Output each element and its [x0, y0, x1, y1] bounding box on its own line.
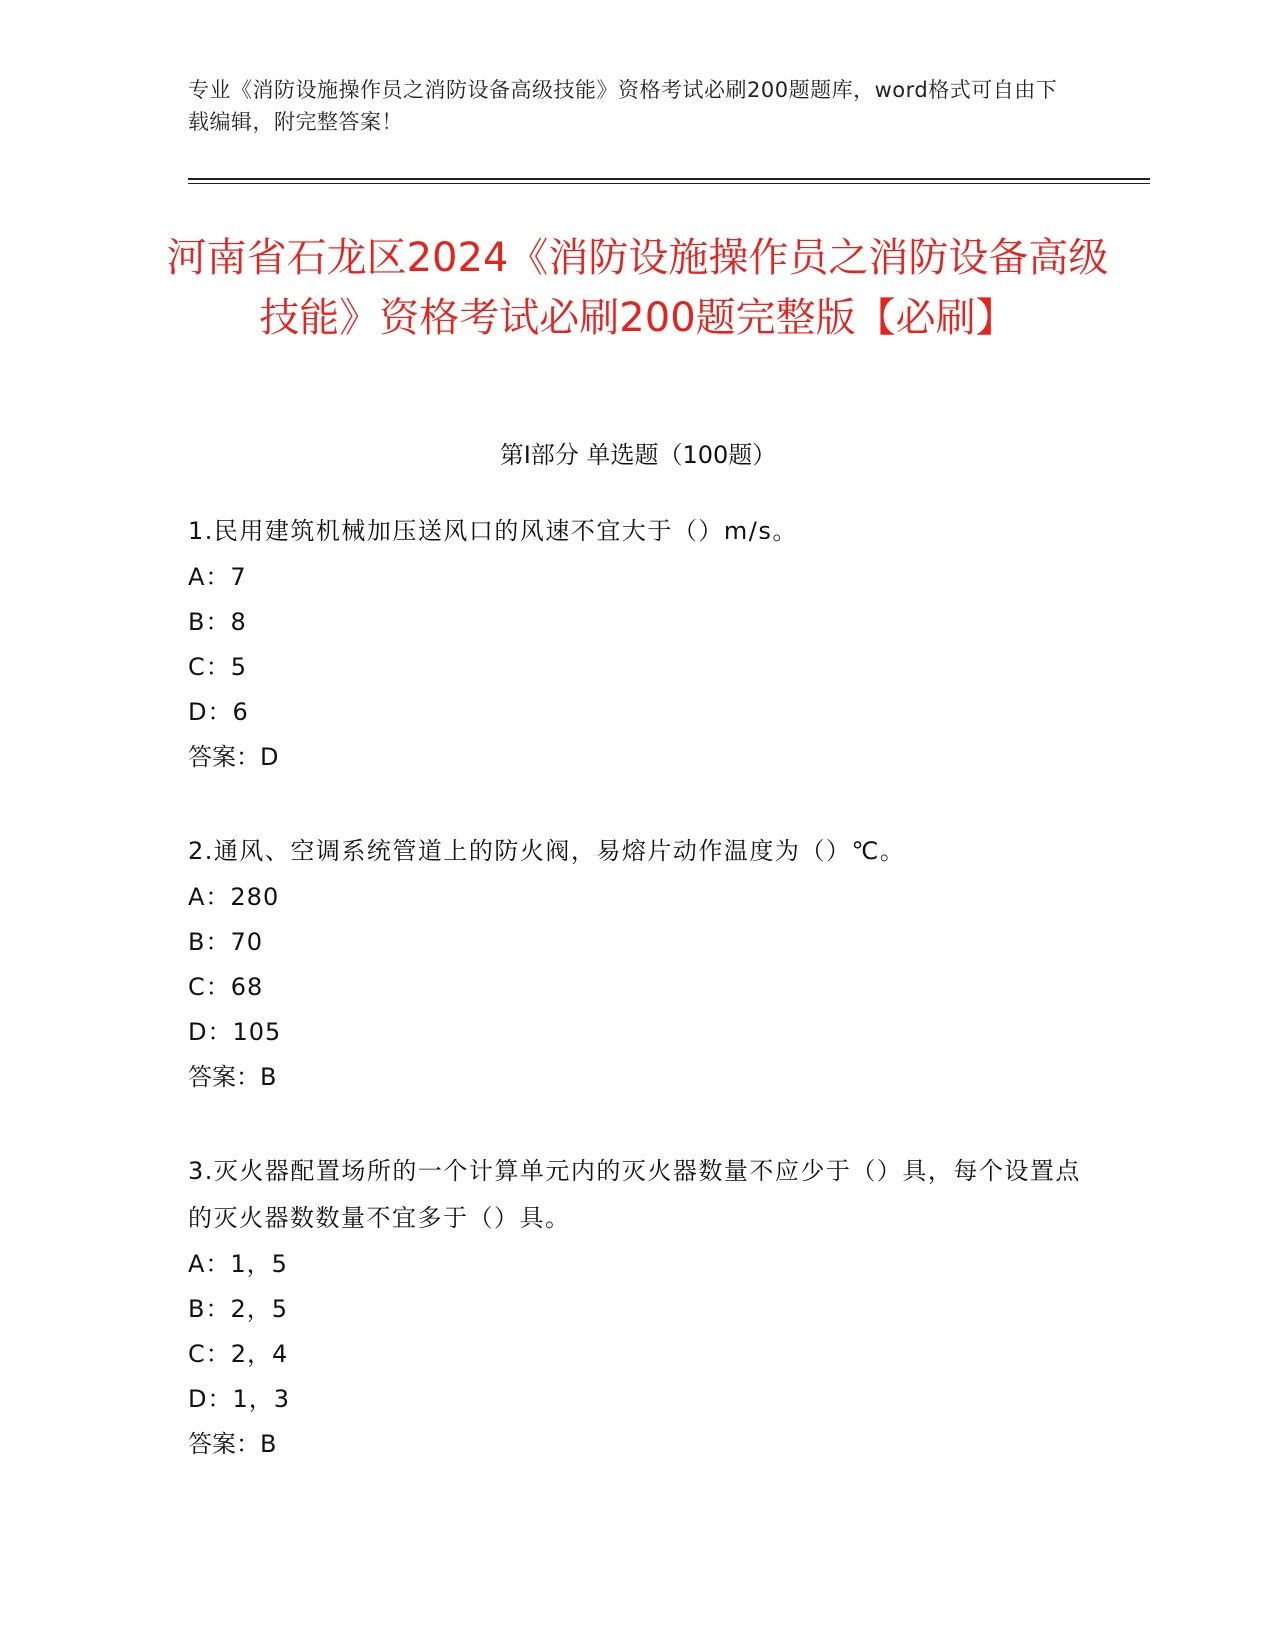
question-stem: 1.民用建筑机械加压送风口的风速不宜大于（）m/s。	[188, 517, 798, 545]
question-stem: 2.通风、空调系统管道上的防火阀，易熔片动作温度为（）℃。	[188, 837, 906, 865]
document-title: 河南省石龙区2024《消防设施操作员之消防设备高级技能》资格考试必刷200题完整版【必刷】	[166, 235, 1109, 341]
option-a: A：280	[188, 883, 280, 911]
option-c: C：68	[188, 973, 264, 1001]
option-b: B：70	[188, 928, 264, 956]
option-d: D：6	[188, 698, 249, 726]
option-c: C：2，4	[188, 1340, 289, 1368]
option-d: D：105	[188, 1018, 282, 1046]
answer: 答案：B	[188, 1063, 277, 1091]
option-b: B：8	[188, 608, 247, 636]
question-1	[188, 508, 1088, 780]
option-c: C：5	[188, 653, 248, 681]
question-2	[188, 828, 1088, 1100]
header-divider-thin	[188, 183, 1150, 184]
option-b: B：2，5	[188, 1295, 289, 1323]
option-d: D：1，3	[188, 1385, 291, 1413]
option-a: A：7	[188, 563, 247, 591]
question-3	[188, 1148, 1088, 1467]
answer: 答案：B	[188, 1430, 277, 1458]
header-note: 专业《消防设施操作员之消防设备高级技能》资格考试必刷200题题库，word格式可自由下载编辑，附完整答案！	[188, 78, 1058, 134]
option-a: A：1，5	[188, 1250, 288, 1278]
header-divider	[188, 178, 1150, 180]
question-stem: 3.灭火器配置场所的一个计算单元内的灭火器数量不应少于（）具，每个设置点的灭火器数数量不宜多于（）具。	[188, 1157, 1081, 1232]
section-heading: 第I部分 单选题（100题）	[499, 441, 777, 469]
answer: 答案：D	[188, 743, 279, 771]
